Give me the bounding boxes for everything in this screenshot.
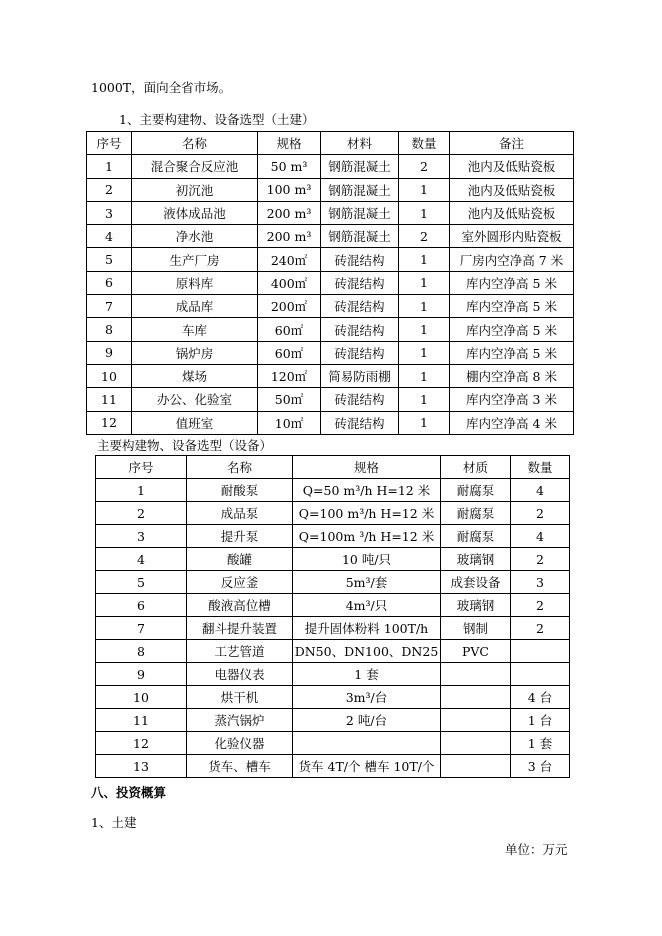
civil-table-cell: 8 bbox=[87, 318, 132, 341]
equipment-table-cell: 3m³/台 bbox=[293, 686, 441, 709]
equipment-table-header bbox=[96, 456, 570, 479]
civil-table-row bbox=[87, 225, 574, 248]
civil-table-cell: 库内空净高 5 米 bbox=[450, 271, 574, 294]
civil-table-body bbox=[87, 155, 574, 435]
equipment-table-cell: 烘干机 bbox=[187, 686, 293, 709]
equipment-table-cell: 蒸汽锅炉 bbox=[187, 709, 293, 732]
civil-table-cell: 2 bbox=[399, 225, 450, 248]
equipment-table-cell: 4 bbox=[96, 548, 187, 571]
civil-table-row bbox=[87, 201, 574, 224]
civil-table-cell: 1 bbox=[399, 178, 450, 201]
equipment-table-cell: 1 套 bbox=[511, 732, 570, 755]
equipment-table-cell: 2 bbox=[511, 594, 570, 617]
civil-table-cell: 原料库 bbox=[132, 271, 258, 294]
equipment-table-column-header: 序号 bbox=[96, 456, 187, 479]
equipment-table-cell: 5m³/套 bbox=[293, 571, 441, 594]
civil-table-cell: 值班室 bbox=[132, 411, 258, 434]
equipment-table-row bbox=[96, 640, 570, 663]
civil-table-cell: 净水池 bbox=[132, 225, 258, 248]
equipment-table-cell bbox=[293, 732, 441, 755]
equipment-table-cell: 12 bbox=[96, 732, 187, 755]
civil-table-row bbox=[87, 411, 574, 434]
civil-table-row bbox=[87, 155, 574, 178]
civil-table-cell: 库内空净高 5 米 bbox=[450, 341, 574, 364]
equipment-table-cell: 2 bbox=[96, 502, 187, 525]
civil-table-cell: 100 m³ bbox=[258, 178, 321, 201]
equipment-table-row bbox=[96, 594, 570, 617]
civil-table-cell: 液体成品池 bbox=[132, 201, 258, 224]
equipment-table-cell: 9 bbox=[96, 663, 187, 686]
equipment-table-header-row bbox=[96, 456, 570, 479]
civil-table-cell: 1 bbox=[87, 155, 132, 178]
equipment-table-cell: 成套设备 bbox=[441, 571, 511, 594]
civil-table-cell: 车库 bbox=[132, 318, 258, 341]
civil-table-cell: 1 bbox=[399, 295, 450, 318]
equipment-table-cell: 7 bbox=[96, 617, 187, 640]
civil-table-cell: 池内及低贴瓷板 bbox=[450, 201, 574, 224]
civil-table-cell: 砖混结构 bbox=[321, 341, 399, 364]
equipment-table-cell: 3 台 bbox=[511, 755, 570, 778]
civil-table-cell: 1 bbox=[399, 411, 450, 434]
equipment-table-cell: 8 bbox=[96, 640, 187, 663]
civil-table-column-header: 名称 bbox=[132, 132, 258, 155]
equipment-table-cell: Q=100 m³/h H=12 米 bbox=[293, 502, 441, 525]
civil-table-cell: 1 bbox=[399, 388, 450, 411]
equipment-table-column-header: 数量 bbox=[511, 456, 570, 479]
equipment-table-cell: 6 bbox=[96, 594, 187, 617]
equipment-table-cell: 10 吨/只 bbox=[293, 548, 441, 571]
equipment-table-cell: Q=50 m³/h H=12 米 bbox=[293, 479, 441, 502]
equipment-table-cell: 翻斗提升装置 bbox=[187, 617, 293, 640]
civil-table-cell: 1 bbox=[399, 364, 450, 387]
civil-table-cell: 10㎡ bbox=[258, 411, 321, 434]
equipment-table-cell: 1 台 bbox=[511, 709, 570, 732]
civil-table-cell: 7 bbox=[87, 295, 132, 318]
equipment-table-cell bbox=[441, 709, 511, 732]
civil-table-cell: 混合聚合反应池 bbox=[132, 155, 258, 178]
civil-table-cell: 初沉池 bbox=[132, 178, 258, 201]
equipment-table-cell: 反应釜 bbox=[187, 571, 293, 594]
equipment-table-cell: 4 台 bbox=[511, 686, 570, 709]
equipment-table-cell: 玻璃钢 bbox=[441, 594, 511, 617]
civil-table-cell: 1 bbox=[399, 318, 450, 341]
civil-table-cell: 棚内空净高 8 米 bbox=[450, 364, 574, 387]
equipment-table-cell: 电器仪表 bbox=[187, 663, 293, 686]
civil-table-cell: 库内空净高 4 米 bbox=[450, 411, 574, 434]
equipment-table-row bbox=[96, 732, 570, 755]
civil-table-cell: 钢筋混凝土 bbox=[321, 201, 399, 224]
civil-table-cell: 9 bbox=[87, 341, 132, 364]
civil-table-cell: 11 bbox=[87, 388, 132, 411]
civil-table-column-header: 数量 bbox=[399, 132, 450, 155]
civil-table-cell: 2 bbox=[399, 155, 450, 178]
equipment-table-cell: 化验仪器 bbox=[187, 732, 293, 755]
equipment-table-cell: 提升泵 bbox=[187, 525, 293, 548]
civil-table-cell: 200㎡ bbox=[258, 295, 321, 318]
equipment-table-row bbox=[96, 548, 570, 571]
equipment-table-cell: 2 bbox=[511, 502, 570, 525]
civil-table-cell: 砖混结构 bbox=[321, 411, 399, 434]
equipment-table-row bbox=[96, 709, 570, 732]
equipment-table-cell: 耐酸泵 bbox=[187, 479, 293, 502]
civil-table-cell: 煤场 bbox=[132, 364, 258, 387]
equipment-table-cell: 3 bbox=[511, 571, 570, 594]
civil-table-row bbox=[87, 341, 574, 364]
equipment-table-cell bbox=[511, 640, 570, 663]
equipment-table-cell: 11 bbox=[96, 709, 187, 732]
section-8-heading: 八、投资概算 bbox=[91, 785, 167, 800]
civil-table-cell: 240㎡ bbox=[258, 248, 321, 271]
civil-table-cell: 砖混结构 bbox=[321, 295, 399, 318]
equipment-table-cell: 4 bbox=[511, 479, 570, 502]
equipment-table-cell: 耐腐泵 bbox=[441, 525, 511, 548]
equipment-table-cell: 4m³/只 bbox=[293, 594, 441, 617]
equipment-table-row bbox=[96, 755, 570, 778]
intro-line: 1000T，面向全省市场。 bbox=[91, 80, 232, 95]
civil-table-cell: 砖混结构 bbox=[321, 271, 399, 294]
civil-table-cell: 200 m³ bbox=[258, 225, 321, 248]
equipment-table-cell bbox=[441, 732, 511, 755]
civil-table-cell: 钢筋混凝土 bbox=[321, 225, 399, 248]
civil-table-cell: 锅炉房 bbox=[132, 341, 258, 364]
equipment-table-body bbox=[96, 479, 570, 778]
civil-table-cell: 60㎡ bbox=[258, 318, 321, 341]
equipment-table-cell: 1 bbox=[96, 479, 187, 502]
equipment-table-cell: 酸液高位槽 bbox=[187, 594, 293, 617]
equipment-table-cell: 1 套 bbox=[293, 663, 441, 686]
equipment-table-column-header: 材质 bbox=[441, 456, 511, 479]
subsection-heading: 1、土建 bbox=[91, 815, 137, 830]
equipment-table-cell: 2 bbox=[511, 548, 570, 571]
civil-table-cell: 120㎡ bbox=[258, 364, 321, 387]
equipment-table-column-header: 名称 bbox=[187, 456, 293, 479]
civil-table bbox=[86, 131, 574, 435]
equipment-table-cell: 3 bbox=[96, 525, 187, 548]
equipment-table-cell: Q=100m ³/h H=12 米 bbox=[293, 525, 441, 548]
civil-table-cell: 400㎡ bbox=[258, 271, 321, 294]
equipment-table-cell: 成品泵 bbox=[187, 502, 293, 525]
equipment-table-cell: 提升固体粉料 100T/h bbox=[293, 617, 441, 640]
equipment-table-row bbox=[96, 663, 570, 686]
equipment-table-cell: 5 bbox=[96, 571, 187, 594]
equipment-table-column-header: 规格 bbox=[293, 456, 441, 479]
equipment-table-cell bbox=[441, 663, 511, 686]
civil-table-row bbox=[87, 318, 574, 341]
civil-table-cell: 1 bbox=[399, 271, 450, 294]
equipment-table-row bbox=[96, 479, 570, 502]
equipment-table-cell: 13 bbox=[96, 755, 187, 778]
equipment-table-row bbox=[96, 571, 570, 594]
civil-table-cell: 砖混结构 bbox=[321, 248, 399, 271]
civil-table-cell: 3 bbox=[87, 201, 132, 224]
civil-table-cell: 室外圆形内贴瓷板 bbox=[450, 225, 574, 248]
equipment-table bbox=[95, 455, 570, 778]
equipment-table-cell: DN50、DN100、DN25 bbox=[293, 640, 441, 663]
equipment-table-cell: 货车、槽车 bbox=[187, 755, 293, 778]
civil-table-column-header: 序号 bbox=[87, 132, 132, 155]
civil-table-cell: 12 bbox=[87, 411, 132, 434]
civil-table-cell: 生产厂房 bbox=[132, 248, 258, 271]
civil-table-row bbox=[87, 295, 574, 318]
unit-label: 单位：万元 bbox=[505, 842, 568, 857]
civil-table-column-header: 规格 bbox=[258, 132, 321, 155]
civil-table-column-header: 材料 bbox=[321, 132, 399, 155]
equipment-table-cell: 工艺管道 bbox=[187, 640, 293, 663]
civil-table-cell: 砖混结构 bbox=[321, 388, 399, 411]
civil-table-cell: 1 bbox=[399, 248, 450, 271]
civil-table-row bbox=[87, 364, 574, 387]
equipment-table-cell: 钢制 bbox=[441, 617, 511, 640]
civil-table-cell: 1 bbox=[399, 201, 450, 224]
civil-table-cell: 库内空净高 3 米 bbox=[450, 388, 574, 411]
civil-table-cell: 办公、化验室 bbox=[132, 388, 258, 411]
civil-table-cell: 4 bbox=[87, 225, 132, 248]
civil-table-cell: 钢筋混凝土 bbox=[321, 178, 399, 201]
civil-table-cell: 池内及低贴瓷板 bbox=[450, 155, 574, 178]
civil-table-row bbox=[87, 388, 574, 411]
civil-table-cell: 成品库 bbox=[132, 295, 258, 318]
equipment-table-cell: 耐腐泵 bbox=[441, 502, 511, 525]
civil-section-heading: 1、主要构建物、设备选型（土建） bbox=[119, 112, 315, 127]
civil-table-cell: 2 bbox=[87, 178, 132, 201]
civil-table-cell: 砖混结构 bbox=[321, 318, 399, 341]
equipment-table-cell: 酸罐 bbox=[187, 548, 293, 571]
civil-table-cell: 50㎡ bbox=[258, 388, 321, 411]
equipment-table-row bbox=[96, 502, 570, 525]
civil-table-row bbox=[87, 271, 574, 294]
equipment-table-cell: 货车 4T/个 槽车 10T/个 bbox=[293, 755, 441, 778]
civil-table-cell: 6 bbox=[87, 271, 132, 294]
civil-table-cell: 200 m³ bbox=[258, 201, 321, 224]
equipment-table-cell: 10 bbox=[96, 686, 187, 709]
equipment-table-row bbox=[96, 525, 570, 548]
civil-table-cell: 钢筋混凝土 bbox=[321, 155, 399, 178]
civil-table-row bbox=[87, 248, 574, 271]
equipment-table-cell: 4 bbox=[511, 525, 570, 548]
equipment-table-cell: 耐腐泵 bbox=[441, 479, 511, 502]
civil-table-cell: 池内及低贴瓷板 bbox=[450, 178, 574, 201]
civil-table-cell: 库内空净高 5 米 bbox=[450, 295, 574, 318]
equipment-table-row bbox=[96, 617, 570, 640]
equipment-table-cell: 2 bbox=[511, 617, 570, 640]
equipment-table-cell: 玻璃钢 bbox=[441, 548, 511, 571]
civil-table-header bbox=[87, 132, 574, 155]
equipment-table-cell: PVC bbox=[441, 640, 511, 663]
civil-table-cell: 简易防雨棚 bbox=[321, 364, 399, 387]
civil-table-cell: 库内空净高 5 米 bbox=[450, 318, 574, 341]
civil-table-cell: 厂房内空净高 7 米 bbox=[450, 248, 574, 271]
civil-table-cell: 5 bbox=[87, 248, 132, 271]
equipment-table-row bbox=[96, 686, 570, 709]
civil-table-header-row bbox=[87, 132, 574, 155]
equipment-table-cell bbox=[441, 755, 511, 778]
civil-table-column-header: 备注 bbox=[450, 132, 574, 155]
civil-table-cell: 1 bbox=[399, 341, 450, 364]
equipment-table-cell bbox=[441, 686, 511, 709]
equipment-section-heading: 主要构建物、设备选型（设备） bbox=[97, 438, 273, 453]
equipment-table-cell bbox=[511, 663, 570, 686]
civil-table-cell: 60㎡ bbox=[258, 341, 321, 364]
civil-table-row bbox=[87, 178, 574, 201]
equipment-table-cell: 2 吨/台 bbox=[293, 709, 441, 732]
civil-table-cell: 50 m³ bbox=[258, 155, 321, 178]
civil-table-cell: 10 bbox=[87, 364, 132, 387]
